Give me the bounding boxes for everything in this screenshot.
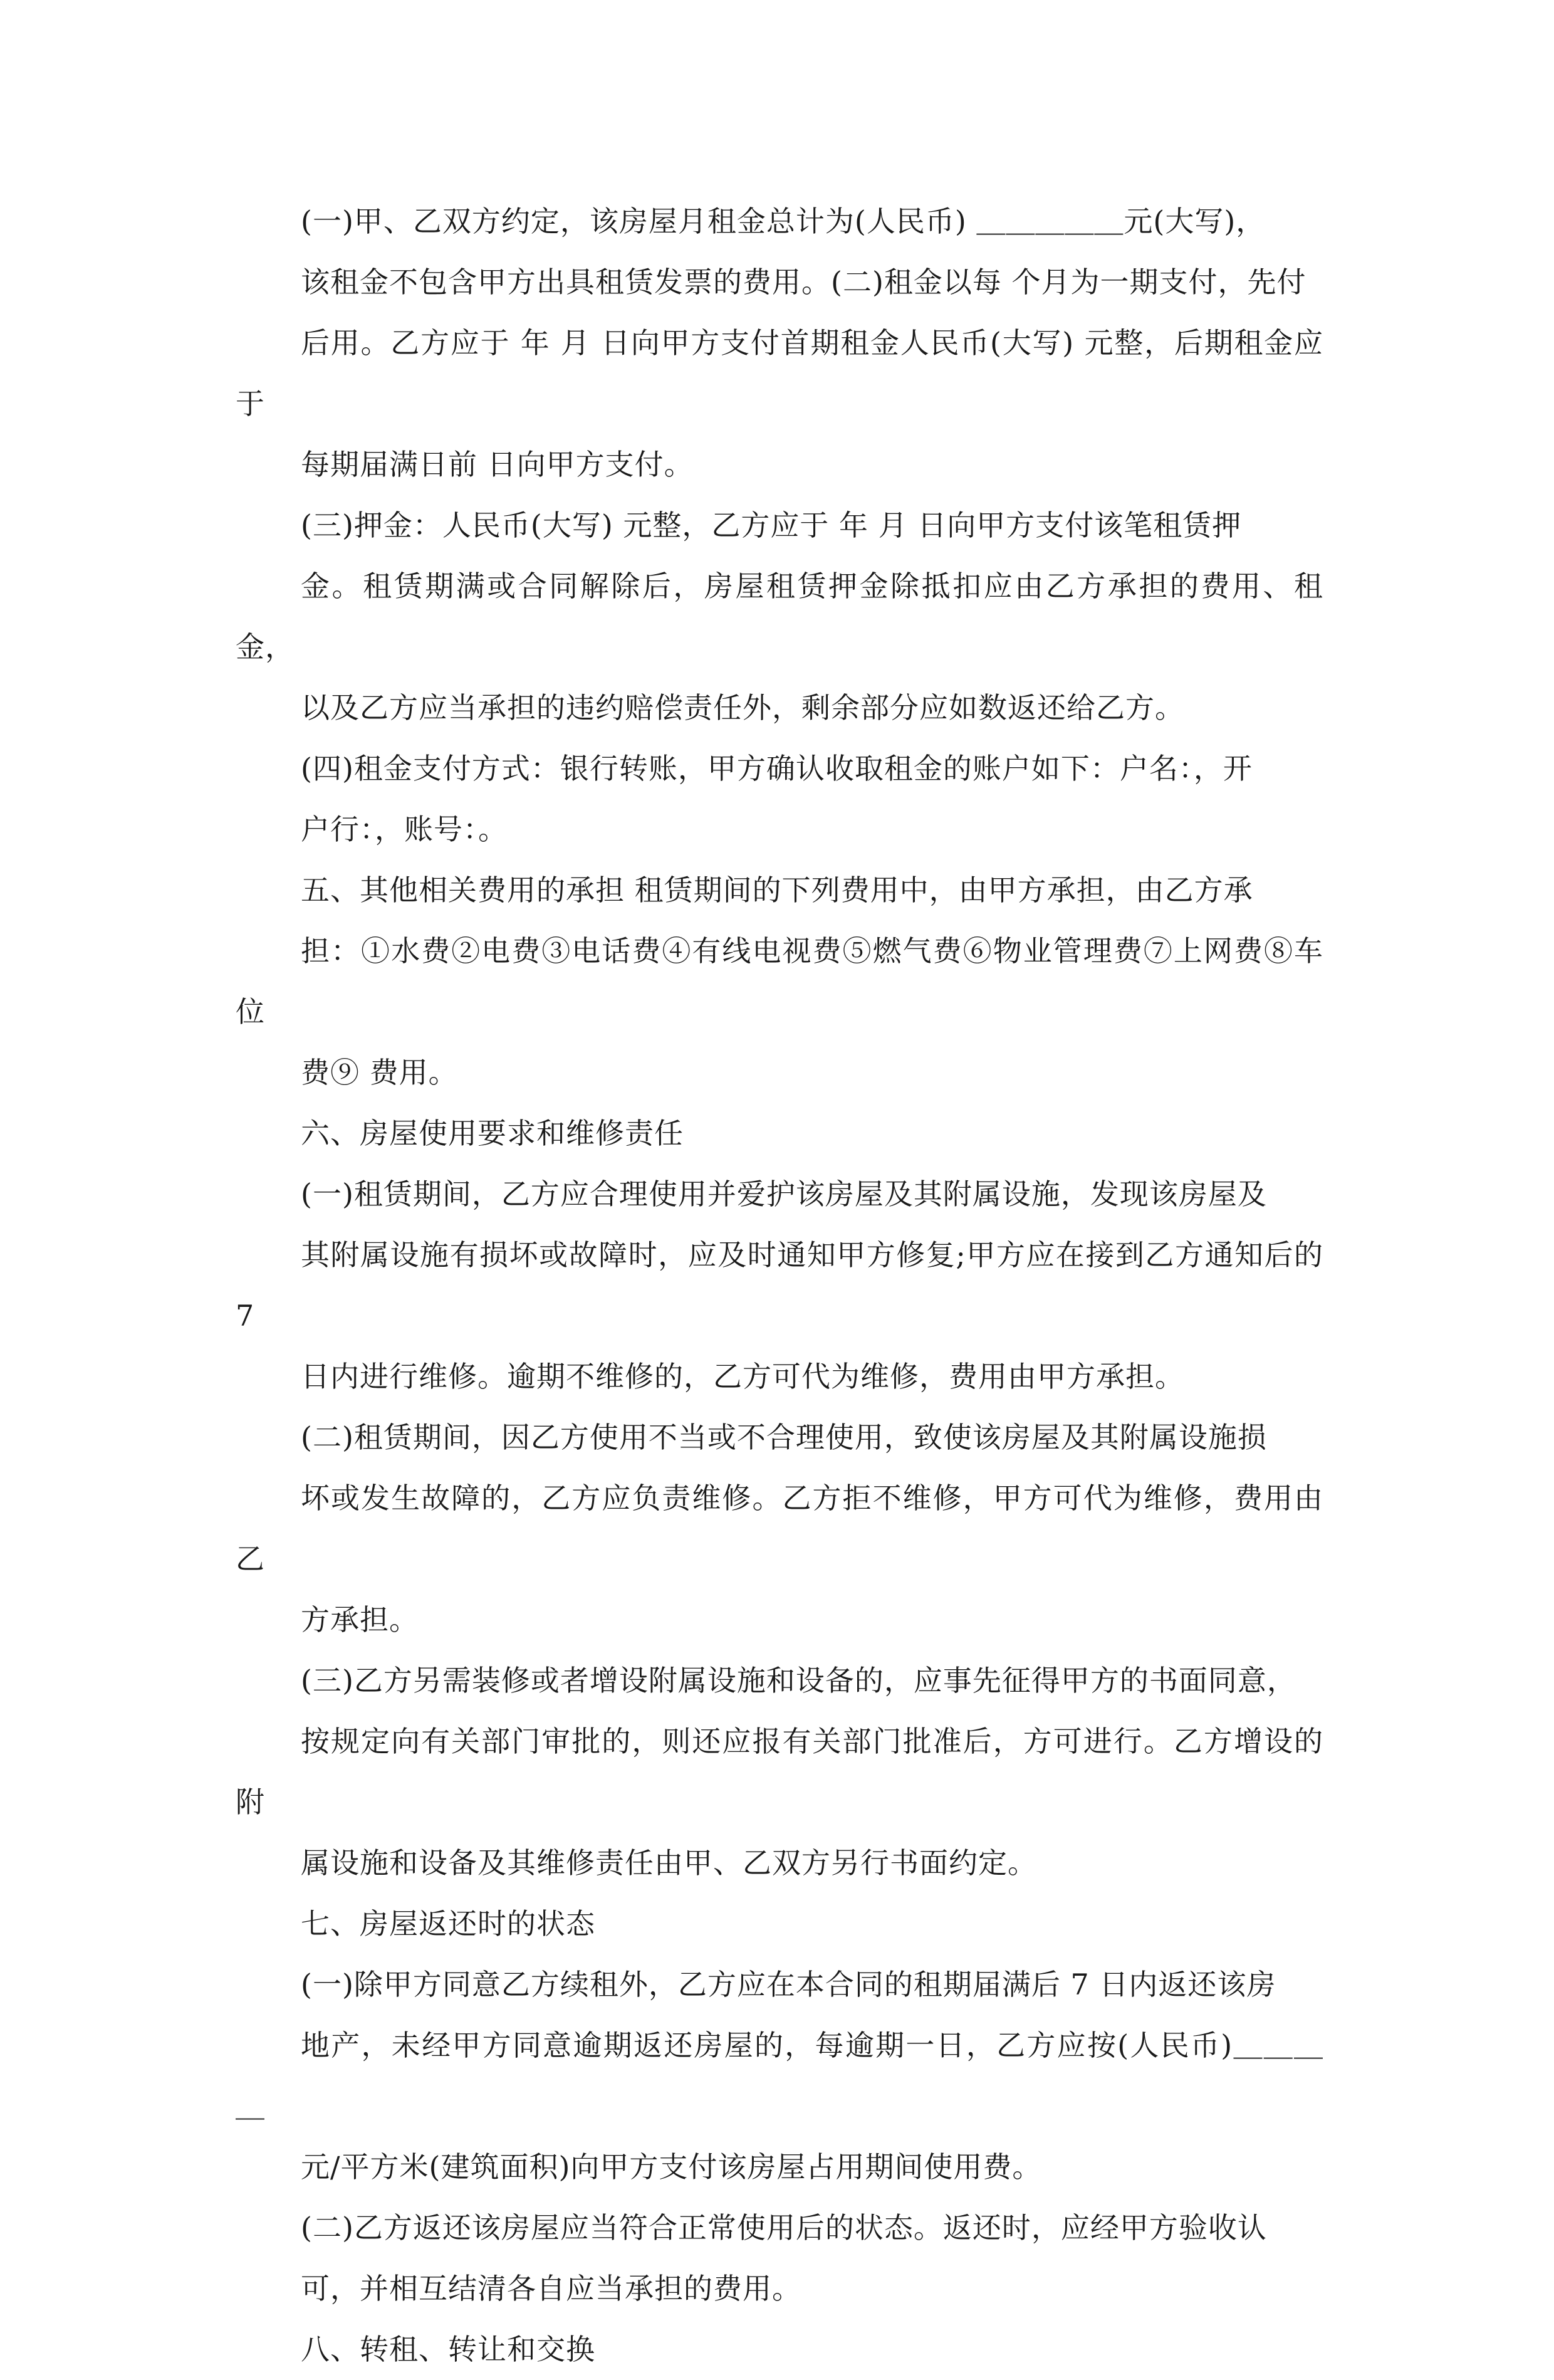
document-body xyxy=(236,191,1323,2380)
section-heading xyxy=(236,1894,1323,1954)
text-line: 按规定向有关部门审批的，则还应报有关部门批准后，方可进行。乙方增设的附 xyxy=(236,1724,1323,1819)
text-line: (一)甲、乙双方约定，该房屋月租金总计为(人民币) ＿＿＿＿＿元(大写)， xyxy=(301,204,1266,238)
body-paragraph xyxy=(236,1407,1323,1650)
text-line: 每期届满日前 日向甲方支付。 xyxy=(301,448,694,481)
text-line: 地产，未经甲方同意逾期返还房屋的，每逾期一日，乙方应按(人民币)＿＿＿＿ xyxy=(236,2028,1323,2123)
text-line: 以及乙方应当承担的违约赔偿责任外，剩余部分应如数返还给乙方。 xyxy=(301,691,1184,725)
text-line: 八、转租、转让和交换 xyxy=(301,2332,595,2366)
text-line: (三)乙方另需装修或者增设附属设施和设备的，应事先征得甲方的书面同意， xyxy=(301,1664,1296,1697)
text-line: (一)租赁期间，乙方应合理使用并爱护该房屋及其附属设施，发现该房屋及 xyxy=(301,1177,1267,1211)
text-line: 五、其他相关费用的承担 租赁期间的下列费用中，由甲方承担，由乙方承 xyxy=(301,873,1253,907)
body-paragraph xyxy=(236,1164,1323,1407)
body-paragraph xyxy=(236,191,1323,495)
section-heading xyxy=(236,1103,1323,1164)
text-line: 后用。乙方应于 年 月 日向甲方支付首期租金人民币(大写) 元整，后期租金应于 xyxy=(236,326,1323,421)
body-paragraph xyxy=(236,860,1323,1103)
body-paragraph xyxy=(236,738,1323,860)
text-line: 方承担。 xyxy=(301,1603,419,1637)
text-line: 该租金不包含甲方出具租赁发票的费用。(二)租金以每 个月为一期支付，先付 xyxy=(301,265,1306,299)
text-line: (三)押金：人民币(大写) 元整，乙方应于 年 月 日向甲方支付该笔租赁押 xyxy=(301,508,1242,542)
text-line: 可，并相互结清各自应当承担的费用。 xyxy=(301,2272,801,2305)
text-line: 金。租赁期满或合同解除后，房屋租赁押金除抵扣应由乙方承担的费用、租金， xyxy=(236,569,1323,664)
section-heading xyxy=(236,2319,1323,2380)
text-line: 六、房屋使用要求和维修责任 xyxy=(301,1116,684,1150)
body-paragraph xyxy=(236,495,1323,738)
text-line: 元/平方米(建筑面积)向甲方支付该房屋占用期间使用费。 xyxy=(301,2150,1042,2184)
body-paragraph xyxy=(236,2198,1323,2319)
text-line: (二)乙方返还该房屋应当符合正常使用后的状态。返还时，应经甲方验收认 xyxy=(301,2211,1267,2245)
body-paragraph xyxy=(236,1954,1323,2198)
text-line: 七、房屋返还时的状态 xyxy=(301,1907,595,1941)
text-line: 其附属设施有损坏或故障时，应及时通知甲方修复;甲方应在接到乙方通知后的 7 xyxy=(236,1238,1323,1333)
text-line: 属设施和设备及其维修责任由甲、乙双方另行书面约定。 xyxy=(301,1846,1037,1880)
text-line: (二)租赁期间，因乙方使用不当或不合理使用，致使该房屋及其附属设施损 xyxy=(301,1420,1267,1454)
text-line: 费⑨ 费用。 xyxy=(301,1056,458,1089)
text-line: 户行：，账号：。 xyxy=(301,812,508,846)
text-line: 日内进行维修。逾期不维修的，乙方可代为维修，费用由甲方承担。 xyxy=(301,1360,1184,1393)
text-line: 担：①水费②电费③电话费④有线电视费⑤燃气费⑥物业管理费⑦上网费⑧车位 xyxy=(236,934,1323,1029)
text-line: 坏或发生故障的，乙方应负责维修。乙方拒不维修，甲方可代为维修，费用由乙 xyxy=(236,1481,1323,1576)
text-line: (四)租金支付方式：银行转账，甲方确认收取租金的账户如下：户名：，开 xyxy=(301,752,1253,785)
body-paragraph xyxy=(236,1650,1323,1894)
text-line: (一)除甲方同意乙方续租外，乙方应在本合同的租期届满后 7 日内返还该房 xyxy=(301,1968,1276,2001)
